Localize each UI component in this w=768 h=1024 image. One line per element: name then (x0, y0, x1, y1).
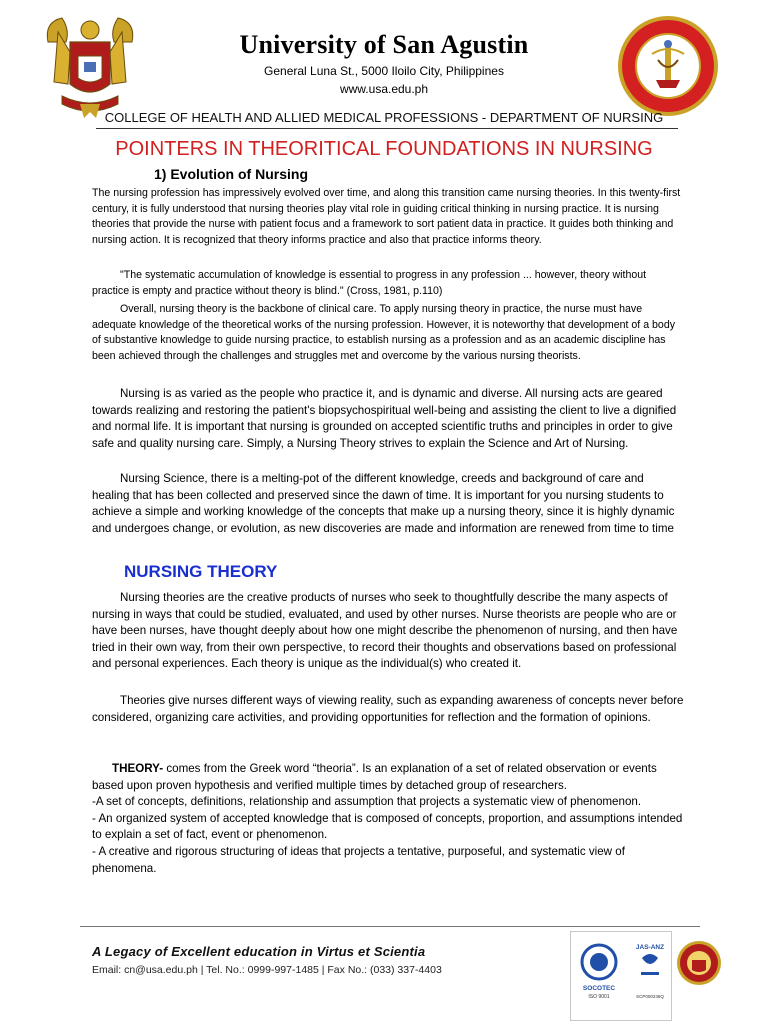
university-seal-small-logo (676, 940, 722, 986)
header-divider (96, 128, 678, 129)
paragraph-theories-reality: Theories give nurses different ways of viewing reality, such as expanding awareness of concepts never before considered, organizing care activities, and providing opportunities for reflection and the formation of opinions. (92, 694, 684, 724)
theory-definition-block (92, 761, 684, 877)
theory-bullet: -A set of concepts, definitions, relationship and assumption that projects a systematic view of phenomenon. (92, 795, 642, 809)
theory-definition-text: comes from the Greek word “theoria”. Is an explanation of a set of related observation or events based upon proven hypothesis and verified multiple times by detached group of researchers. (92, 762, 657, 792)
footer-contact-info: Email: cn@usa.edu.ph | Tel. No.: 0999-997-1485 | Fax No.: (033) 337-4403 (92, 964, 442, 976)
socotec-label: SOCOTEC (582, 985, 616, 992)
theory-bullet: - A creative and rigorous structuring of ideas that projects a tentative, purposeful, and systematic view of phenomena. (92, 844, 625, 875)
footer-divider (80, 926, 700, 927)
jas-anz-code: SCP000236Q (636, 994, 664, 999)
socotec-code: ISO 9001 (588, 994, 610, 1000)
section-heading-evolution: 1) Evolution of Nursing (154, 166, 308, 182)
jas-anz-certification-logo (632, 940, 668, 1002)
document-title: POINTERS IN THEORITICAL FOUNDATIONS IN NURSING (115, 138, 653, 160)
paragraph-overall: Overall, nursing theory is the backbone of clinical care. To apply nursing theory in practice, the nurse must have adequate knowledge of the theoretical works of the nursing profession. However, it is noteworthy that development of a body of substantive knowledge to guide nursing practice, to establish nursing as a profession and as an academic discipline has been achieved through the challenges and struggles met and overcome by the various nursing theorists. (92, 303, 676, 363)
footer-tagline: A Legacy of Excellent education in Virtus et Scientia (92, 944, 426, 959)
university-address: General Luna St., 5000 Iloilo City, Philippines (264, 64, 504, 78)
college-department-line: COLLEGE OF HEALTH AND ALLIED MEDICAL PROFESSIONS - DEPARTMENT OF NURSING (104, 110, 664, 125)
paragraph-quote: "The systematic accumulation of knowledge is essential to progress in any profession ... however, theory without practice is empty and practice without theory is blind." (Cross, 1981, p.110) (92, 269, 647, 297)
theory-bullet: - An organized system of accepted knowledge that is composed of concepts, proportion, and assumptions intended to explain a set of fact, event or phenomenon. (92, 811, 683, 842)
paragraph-nursing-varied: Nursing is as varied as the people who practice it, and is dynamic and diverse. All nursing acts are geared towards realizing and restoring the patient's biopsychospiritual well-being and assisting the client to live a dignified and normal life. It is important that nursing is grounded on accepted scientific truths and principles in order to give safe and quality nursing care. Simply, a Nursing Theory strives to explain the Science and Art of Nursing. (92, 387, 677, 450)
section-heading-nursing-theory: NURSING THEORY (124, 562, 278, 581)
university-name: University of San Agustin (239, 30, 529, 59)
socotec-certification-logo (576, 940, 622, 1002)
paragraph-nursing-science: Nursing Science, there is a melting-pot of the different knowledge, creeds and background of care and healing that has been collected and preserved since the dawn of time. It is important for you nursing students to achieve a simple and working knowledge of the concepts that make up a nursing theory, since it is highly dynamic and undergoes change, or evolution, as new discoveries are made and information are renewed from time to time (92, 472, 675, 535)
university-website[interactable]: www.usa.edu.ph (339, 82, 429, 96)
theory-term: THEORY- (112, 762, 164, 775)
jas-anz-label: JAS-ANZ (635, 944, 665, 951)
paragraph-theories-creative: Nursing theories are the creative products of nurses who seek to thoughtfully describe the many aspects of nursing in ways that could be studied, evaluated, and used by other nurses. Nurse theorists are people who are or have been nurses, have thought deeply about how one might describe the phenomenon of nursing, and then have tried in their own way, from their own perspective, to record their thoughts and observations based on professional and personal experiences. Each theory is unique as the individual(s) who created it. (92, 591, 678, 671)
paragraph-intro: The nursing profession has impressively evolved over time, and along this transition came nursing theories. In this twenty-first century, it is fully understood that nursing theories play vital role in guiding critical thinking in nursing practice. It is nursing theories that provide the nurse with patient focus and a framework to sort patient data in practice. It guides both thinking and nursing action. It is recognized that theory informs practice and also that practice informs theory. (92, 187, 681, 247)
